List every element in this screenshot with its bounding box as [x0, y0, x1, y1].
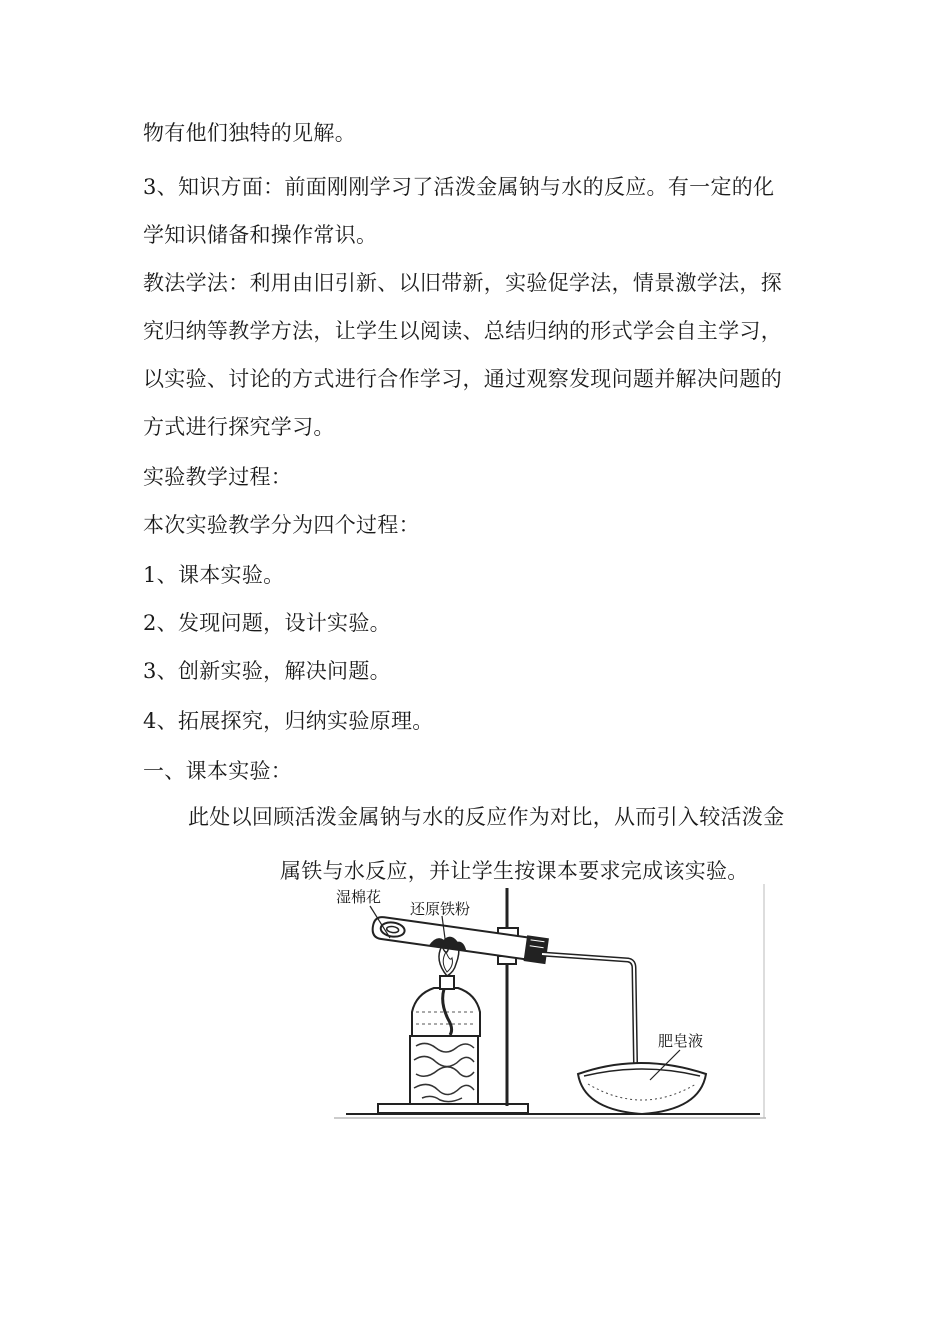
list-item: 1、课本实验。	[143, 563, 285, 587]
section-heading: 一、课本实验：	[143, 759, 293, 783]
text-line: 属铁与水反应，并让学生按课本要求完成该实验。	[280, 859, 749, 883]
apparatus-diagram	[330, 884, 770, 1124]
text-line: 学知识储备和操作常识。	[143, 223, 378, 247]
label-wet-cotton: 湿棉花	[336, 888, 382, 906]
text-line: 3、知识方面：前面刚刚学习了活泼金属钠与水的反应。有一定的化	[143, 175, 775, 199]
text-line: 本次实验教学分为四个过程：	[143, 513, 420, 537]
list-item: 4、拓展探究，归纳实验原理。	[143, 709, 434, 733]
list-item: 3、创新实验，解决问题。	[143, 659, 391, 683]
text-line: 此处以回顾活泼金属钠与水的反应作为对比，从而引入较活泼金	[188, 805, 785, 829]
label-iron-powder: 还原铁粉	[410, 900, 471, 918]
section-heading: 实验教学过程：	[143, 465, 293, 489]
text-line: 教法学法：利用由旧引新、以旧带新，实验促学法，情景激学法，探	[143, 271, 782, 295]
text-line: 究归纳等教学方法，让学生以阅读、总结归纳的形式学会自主学习，	[143, 319, 782, 343]
text-line: 方式进行探究学习。	[143, 415, 335, 439]
test-tube	[371, 914, 549, 964]
label-soap-solution: 肥皂液	[658, 1032, 704, 1050]
text-line: 以实验、讨论的方式进行合作学习，通过观察发现问题并解决问题的	[143, 367, 782, 391]
stopper	[524, 935, 549, 964]
list-item: 2、发现问题，设计实验。	[143, 611, 391, 635]
apparatus-figure	[330, 884, 770, 1124]
text-line: 物有他们独特的见解。	[143, 121, 356, 145]
